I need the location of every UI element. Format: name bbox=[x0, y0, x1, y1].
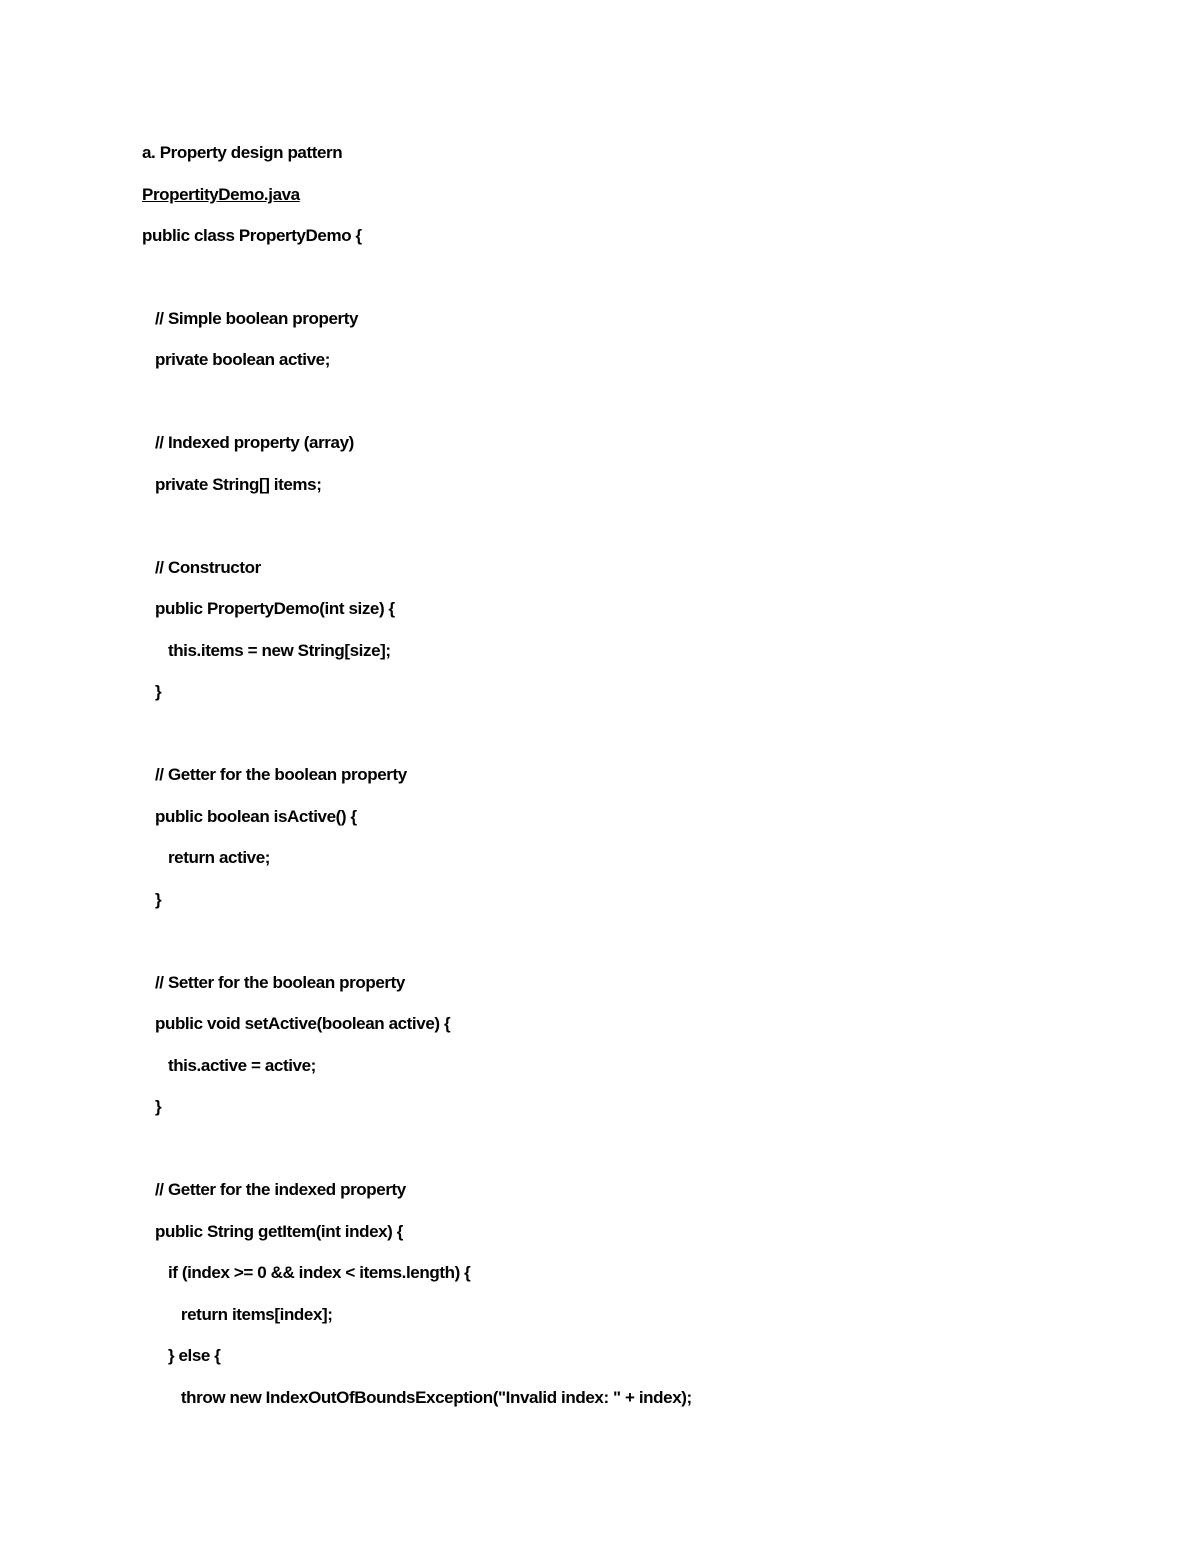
code-line: // Simple boolean property bbox=[142, 309, 359, 328]
code-line: private boolean active; bbox=[142, 350, 330, 369]
code-line: public boolean isActive() { bbox=[142, 807, 357, 826]
code-line: throw new IndexOutOfBoundsException("Invalid index: " + index); bbox=[142, 1388, 692, 1407]
code-line: } bbox=[142, 890, 162, 909]
code-line: // Getter for the indexed property bbox=[142, 1180, 406, 1199]
code-line: } bbox=[142, 1097, 162, 1116]
file-name: PropertityDemo.java bbox=[142, 185, 300, 204]
code-line: // Getter for the boolean property bbox=[142, 765, 407, 784]
code-line: public class PropertyDemo { bbox=[142, 226, 362, 245]
code-line: public String getItem(int index) { bbox=[142, 1222, 403, 1241]
code-line: return active; bbox=[142, 848, 271, 867]
code-line: // Indexed property (array) bbox=[142, 433, 354, 452]
code-line: } bbox=[142, 682, 162, 701]
code-line: private String[] items; bbox=[142, 475, 322, 494]
code-line: // Constructor bbox=[142, 558, 261, 577]
code-line: // Setter for the boolean property bbox=[142, 973, 405, 992]
code-line: return items[index]; bbox=[142, 1305, 333, 1324]
code-line: } else { bbox=[142, 1346, 221, 1365]
code-line: this.active = active; bbox=[142, 1056, 316, 1075]
code-line: public PropertyDemo(int size) { bbox=[142, 599, 395, 618]
code-line: this.items = new String[size]; bbox=[142, 641, 391, 660]
code-line: if (index >= 0 && index < items.length) { bbox=[142, 1263, 471, 1282]
section-heading: a. Property design pattern bbox=[142, 143, 343, 162]
code-line: public void setActive(boolean active) { bbox=[142, 1014, 451, 1033]
